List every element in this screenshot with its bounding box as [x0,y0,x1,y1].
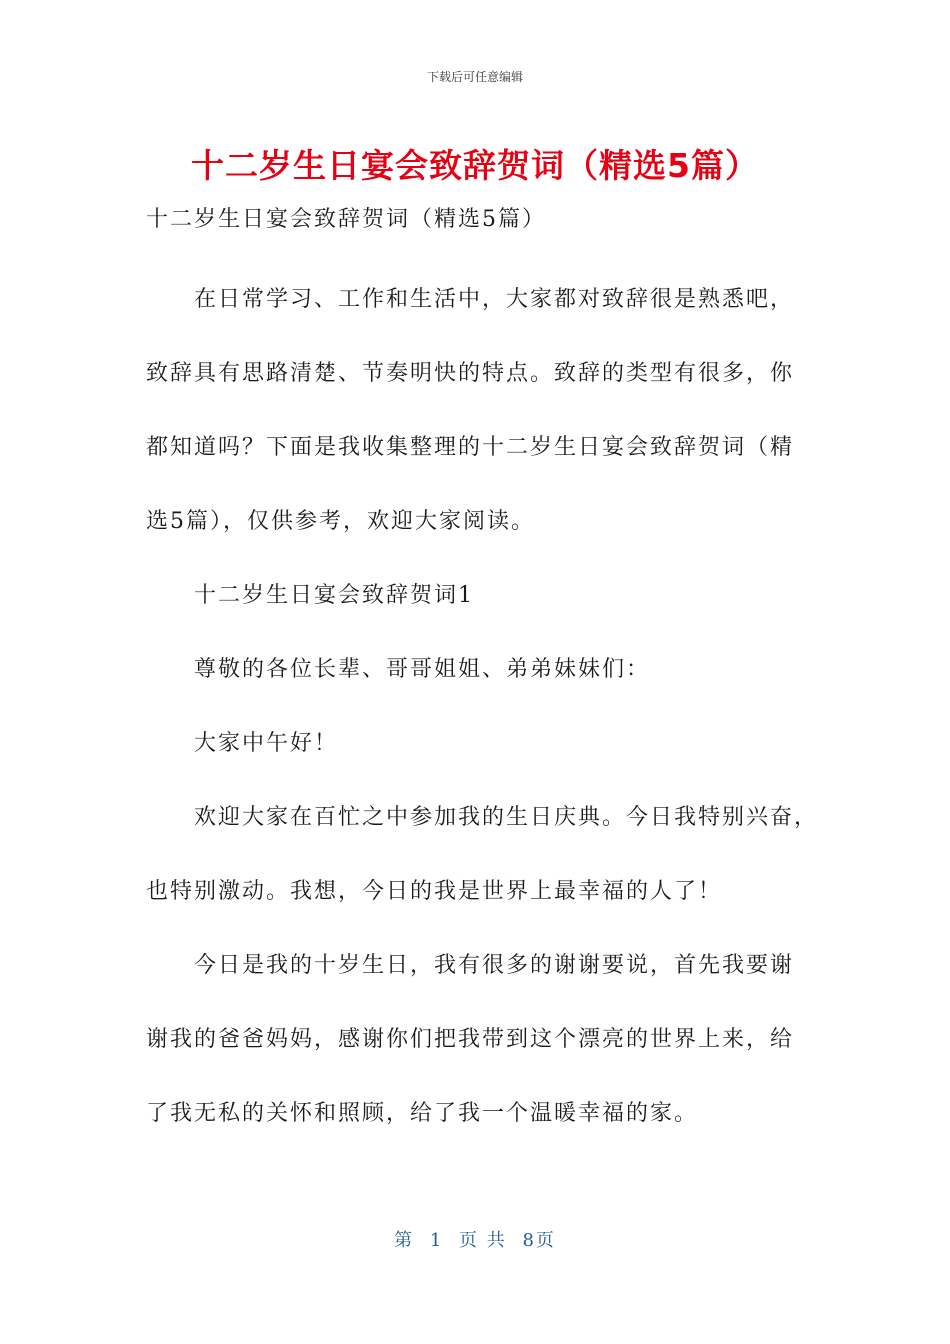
paragraph-line: 也特别激动。我想，今日的我是世界上最幸福的人了！ [146,879,723,904]
paragraph-line: 欢迎大家在百忙之中参加我的生日庆典。今日我特别兴奋， [194,805,819,830]
header-note: 下载后可任意编辑 [426,70,523,84]
page-total: 8页 [522,1230,556,1251]
paragraph-line: 致辞具有思路清楚、节奏明快的特点。致辞的类型有很多，你 [146,361,795,386]
paragraph-line: 今日是我的十岁生日，我有很多的谢谢要说，首先我要谢 [194,953,795,978]
subtitle-line: 十二岁生日宴会致辞贺词（精选5篇） [146,207,546,232]
page-mid: 页 共 [459,1230,507,1251]
page-footer [0,1226,950,1252]
document-title: 十二岁生日宴会致辞贺词（精选5篇） [191,146,759,185]
paragraph-line: 选5篇），仅供参考，欢迎大家阅读。 [146,509,535,534]
page-number: 1 [429,1230,444,1251]
page-prefix: 第 [394,1230,415,1251]
paragraph-line: 在日常学习、工作和生活中，大家都对致辞很是熟悉吧， [194,287,795,312]
salutation-line: 尊敬的各位长辈、哥哥姐姐、弟弟妹妹们： [194,657,651,682]
paragraph-line: 谢我的爸爸妈妈，感谢你们把我带到这个漂亮的世界上来，给 [146,1027,795,1052]
greeting-line: 大家中午好！ [194,731,339,756]
paragraph-line: 了我无私的关怀和照顾，给了我一个温暖幸福的家。 [146,1101,699,1126]
section-heading: 十二岁生日宴会致辞贺词1 [194,583,474,608]
paragraph-line: 都知道吗？下面是我收集整理的十二岁生日宴会致辞贺词（精 [146,435,795,460]
document-body [146,200,819,1168]
